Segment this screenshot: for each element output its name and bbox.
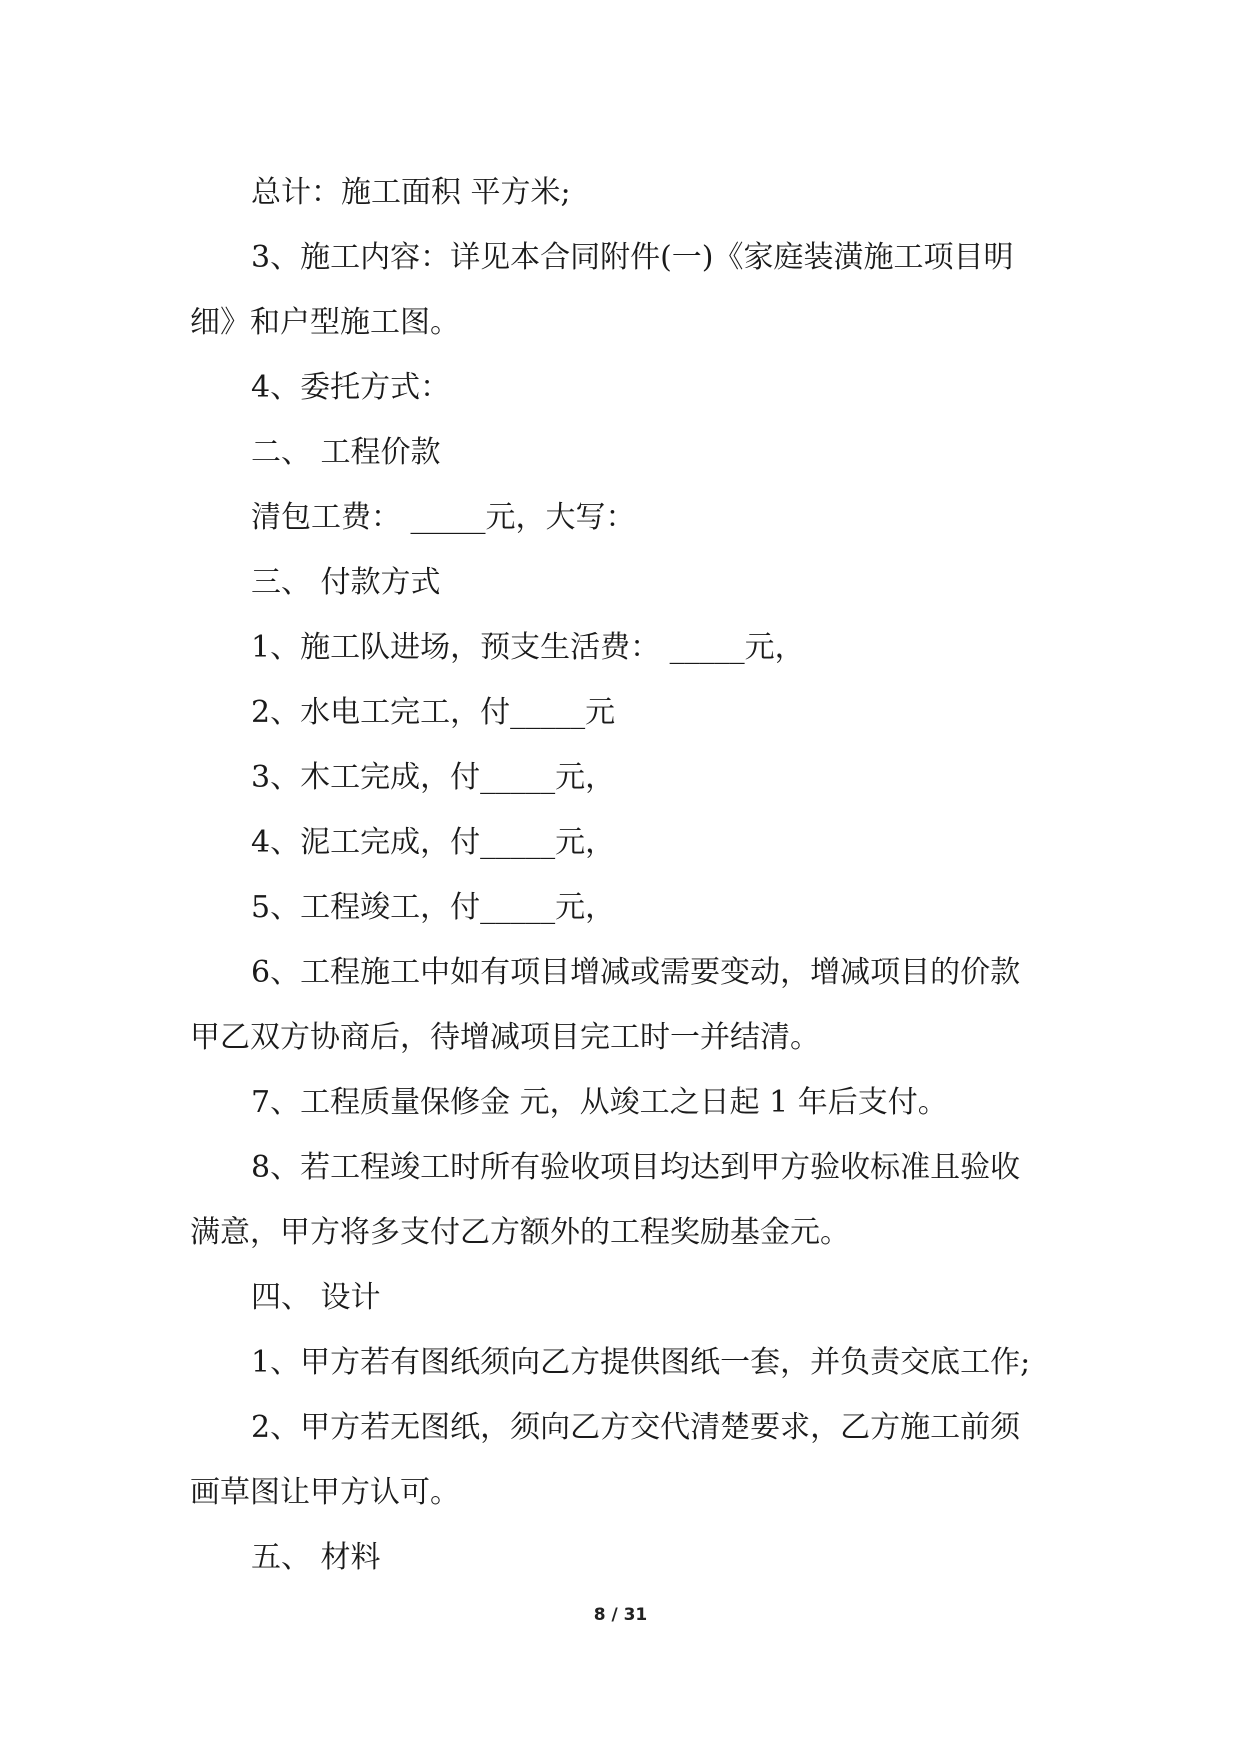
text-line: 画草图让甲方认可。 [190,1475,460,1510]
page-number: 8 / 31 [593,1605,648,1625]
section-heading: 四、 设计 [251,1280,381,1315]
text-line: 2、水电工完工，付_____元 [251,695,616,730]
text-line: 2、甲方若无图纸，须向乙方交代清楚要求，乙方施工前须 [251,1410,1021,1445]
text-line: 细》和户型施工图。 [190,305,460,340]
section-heading: 五、 材料 [251,1540,381,1575]
text-line: 满意，甲方将多支付乙方额外的工程奖励基金元。 [190,1215,850,1250]
text-line: 3、施工内容：详见本合同附件(一)《家庭装潢施工项目明 [251,240,1014,275]
section-heading: 二、 工程价款 [251,435,441,470]
text-line: 8、若工程竣工时所有验收项目均达到甲方验收标准且验收 [251,1150,1021,1185]
text-line: 1、甲方若有图纸须向乙方提供图纸一套，并负责交底工作; [251,1345,1031,1380]
text-line: 3、木工完成，付_____元， [251,760,616,795]
text-line: 1、施工队进场，预支生活费： _____元， [251,630,805,665]
text-line: 清包工费： _____元，大写： [251,500,636,535]
text-line: 6、工程施工中如有项目增减或需要变动，增减项目的价款 [251,955,1021,990]
section-heading: 三、 付款方式 [251,565,441,600]
text-line: 7、工程质量保修金 元，从竣工之日起 1 年后支付。 [251,1085,948,1120]
text-line: 5、工程竣工，付_____元， [251,890,616,925]
text-line: 甲乙双方协商后，待增减项目完工时一并结清。 [190,1020,820,1055]
text-line: 4、委托方式： [251,370,451,405]
text-line: 总计：施工面积 平方米; [251,175,571,210]
document-body [190,160,1070,1590]
text-line: 4、泥工完成，付_____元， [251,825,616,860]
